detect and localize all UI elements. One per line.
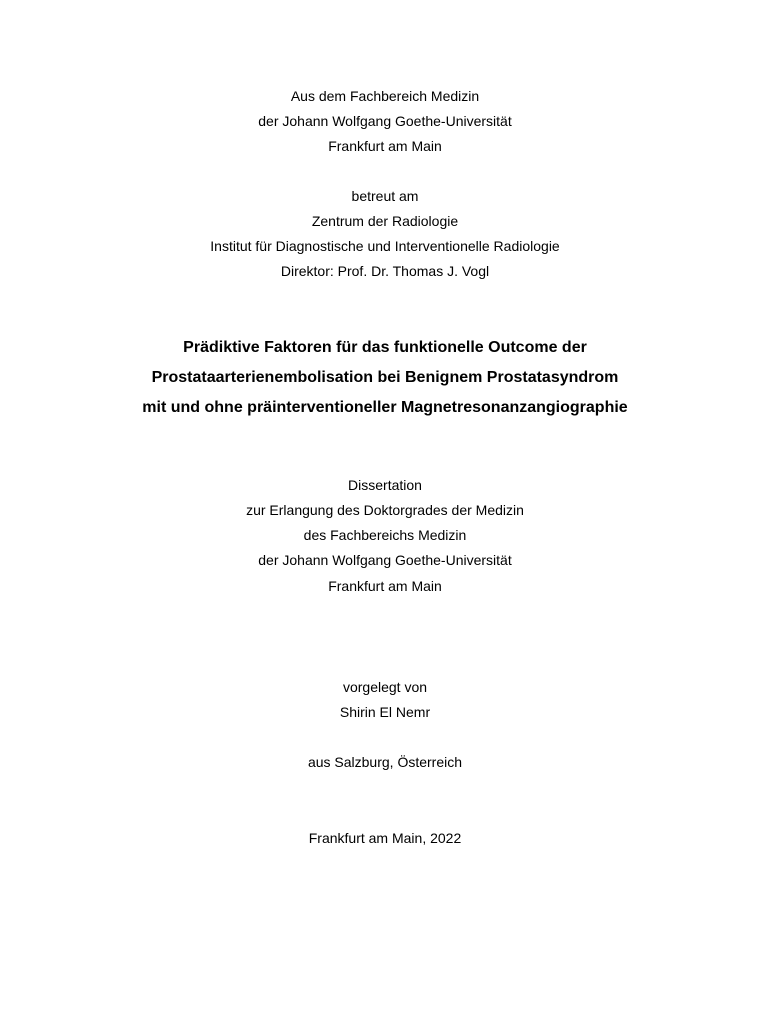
- author-origin: aus Salzburg, Österreich: [307, 754, 463, 770]
- university-line: der Johann Wolfgang Goethe-Universität: [258, 113, 512, 129]
- presented-by-line: vorgelegt von: [342, 679, 428, 695]
- department-line: des Fachbereichs Medizin: [303, 527, 467, 543]
- place-date-line: Frankfurt am Main, 2022: [308, 830, 462, 846]
- city-line-2: Frankfurt am Main: [328, 578, 442, 594]
- thesis-title-line-1: Prädiktive Faktoren für das funktionelle Outcome der: [183, 339, 587, 356]
- institute-line: Institut für Diagnostische und Interventionelle Radiologie: [210, 238, 560, 254]
- city-line: Frankfurt am Main: [328, 138, 442, 154]
- thesis-title-line-2: Prostataarterienembolisation bei Benignem Prostatasyndrom: [151, 369, 619, 386]
- faculty-line: Aus dem Fachbereich Medizin: [290, 88, 480, 104]
- degree-line: zur Erlangung des Doktorgrades der Medizin: [246, 502, 524, 518]
- thesis-title-line-3: mit und ohne präinterventioneller Magnetresonanzangiographie: [142, 399, 628, 416]
- supervised-at-line: betreut am: [351, 188, 419, 204]
- university-line-2: der Johann Wolfgang Goethe-Universität: [258, 552, 512, 568]
- director-line: Direktor: Prof. Dr. Thomas J. Vogl: [280, 263, 490, 279]
- center-line: Zentrum der Radiologie: [311, 213, 459, 229]
- author-name: Shirin El Nemr: [339, 704, 431, 720]
- dissertation-label: Dissertation: [348, 477, 422, 493]
